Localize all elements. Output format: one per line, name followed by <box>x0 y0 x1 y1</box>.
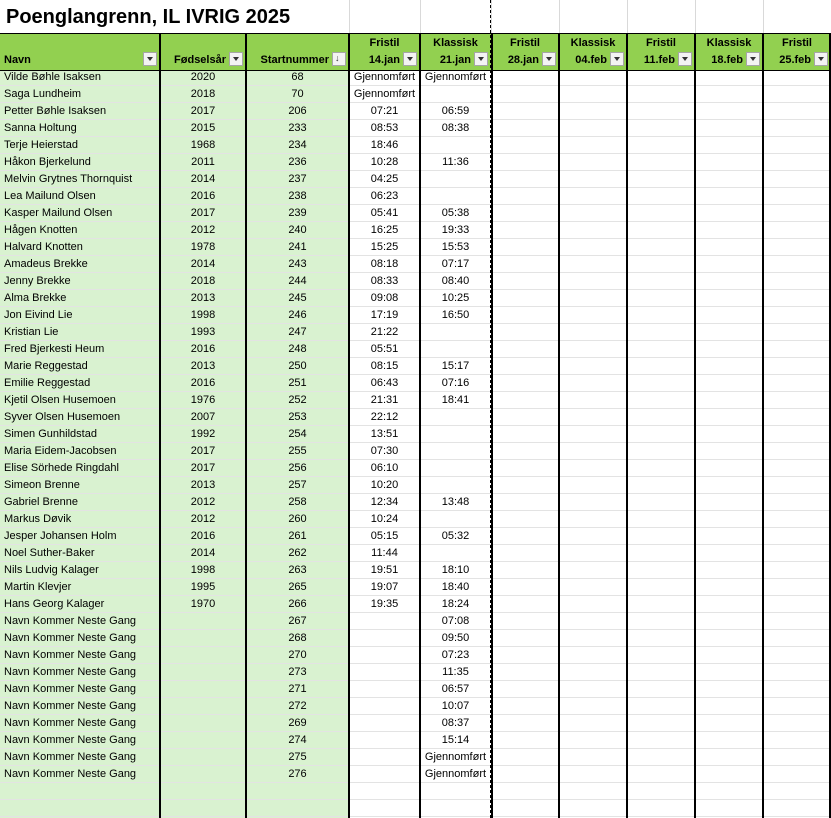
cell-start[interactable]: 271 <box>288 683 307 695</box>
cell-race-2[interactable]: 11:36 <box>442 156 469 168</box>
race-style: Klassisk <box>570 37 616 49</box>
grid-line <box>491 0 492 33</box>
cell-race-1[interactable]: 16:25 <box>370 224 399 236</box>
cell-year[interactable]: 2014 <box>190 173 216 185</box>
column-border <box>348 33 350 818</box>
header-startnummer-label: Startnummer <box>260 54 329 66</box>
cell-name[interactable]: Navn Kommer Neste Gang <box>4 666 137 678</box>
cell-year[interactable]: 2013 <box>190 479 216 491</box>
cell-race-2[interactable]: 06:59 <box>441 105 470 117</box>
cell-race-2[interactable]: 05:32 <box>441 530 470 542</box>
cell-name[interactable]: Nils Ludvig Kalager <box>4 564 99 576</box>
cell-start[interactable]: 272 <box>288 700 307 712</box>
filter-dropdown-icon[interactable] <box>610 52 624 66</box>
header-race-3[interactable] <box>491 34 559 70</box>
table-row[interactable] <box>0 477 831 494</box>
cell-start[interactable]: 254 <box>288 428 307 440</box>
table-row[interactable] <box>0 783 831 800</box>
cell-race-1[interactable]: 08:53 <box>370 122 399 134</box>
cell-race-1[interactable]: 13:51 <box>370 428 399 440</box>
table-row[interactable] <box>0 307 831 324</box>
cell-race-1[interactable]: 19:07 <box>370 581 399 593</box>
cell-start[interactable]: 257 <box>288 479 307 491</box>
column-border <box>245 33 247 818</box>
table-row[interactable] <box>0 460 831 477</box>
cell-race-1[interactable]: 06:43 <box>370 377 399 389</box>
cell-year[interactable]: 1995 <box>190 581 216 593</box>
race-date: 28.jan <box>507 54 539 66</box>
table-row[interactable] <box>0 69 831 86</box>
cell-name[interactable]: Sanna Holtung <box>4 122 77 134</box>
race-date: 25.feb <box>779 54 811 66</box>
cell-race-2[interactable]: Gjennomført <box>424 71 487 83</box>
table-row[interactable] <box>0 596 831 613</box>
cell-name[interactable]: Navn Kommer Neste Gang <box>4 751 137 763</box>
cell-race-1[interactable]: Gjennomført <box>353 88 416 100</box>
column-border <box>159 33 161 818</box>
column-border <box>419 33 421 818</box>
cell-race-2[interactable]: 10:07 <box>441 700 470 712</box>
grid-line <box>695 0 696 33</box>
cell-year[interactable]: 1978 <box>190 241 216 253</box>
cell-race-1[interactable]: 08:18 <box>370 258 399 270</box>
column-border <box>558 33 560 818</box>
cell-year[interactable]: 2017 <box>190 207 216 219</box>
cell-race-2[interactable]: 07:17 <box>441 258 470 270</box>
filter-dropdown-icon[interactable] <box>542 52 556 66</box>
cell-name[interactable]: Navn Kommer Neste Gang <box>4 734 137 746</box>
column-border <box>762 33 764 818</box>
table-row[interactable] <box>0 409 831 426</box>
cell-year[interactable]: 2016 <box>190 377 216 389</box>
table-row[interactable] <box>0 358 831 375</box>
cell-start[interactable]: 68 <box>291 71 304 83</box>
cell-name[interactable]: Navn Kommer Neste Gang <box>4 700 137 712</box>
table-row[interactable] <box>0 290 831 307</box>
table-row[interactable] <box>0 222 831 239</box>
table-row[interactable] <box>0 562 831 579</box>
header-fodselsar-label: Fødselsår <box>174 54 226 66</box>
cell-year[interactable]: 2015 <box>190 122 216 134</box>
cell-year[interactable]: 2007 <box>190 411 216 423</box>
cell-start[interactable]: 275 <box>288 751 307 763</box>
cell-race-1[interactable]: 19:51 <box>370 564 399 576</box>
cell-race-1[interactable]: 15:25 <box>370 241 399 253</box>
table-row[interactable] <box>0 630 831 647</box>
cell-name[interactable]: Navn Kommer Neste Gang <box>4 649 137 661</box>
cell-name[interactable]: Navn Kommer Neste Gang <box>4 768 137 780</box>
cell-start[interactable]: 255 <box>288 445 307 457</box>
table-row[interactable] <box>0 766 831 783</box>
cell-race-2[interactable]: Gjennomført <box>424 751 487 763</box>
cell-race-2[interactable]: 06:57 <box>441 683 470 695</box>
race-style: Fristil <box>782 37 812 49</box>
cell-year[interactable]: 2018 <box>190 88 216 100</box>
cell-race-1[interactable]: 10:20 <box>370 479 399 491</box>
cell-name[interactable]: Fred Bjerkesti Heum <box>4 343 105 355</box>
cell-race-1[interactable]: 07:21 <box>370 105 399 117</box>
cell-start[interactable]: 250 <box>288 360 307 372</box>
cell-race-1[interactable]: 08:15 <box>370 360 399 372</box>
cell-race-1[interactable]: Gjennomført <box>353 71 416 83</box>
cell-race-2[interactable]: 18:10 <box>441 564 470 576</box>
cell-start[interactable]: 246 <box>288 309 307 321</box>
header-race-1[interactable] <box>349 34 420 70</box>
cell-year[interactable]: 2017 <box>190 105 216 117</box>
cell-name[interactable]: Navn Kommer Neste Gang <box>4 683 137 695</box>
title-row <box>0 0 831 34</box>
grid-line <box>559 0 560 33</box>
cell-year[interactable]: 1993 <box>190 326 216 338</box>
cell-race-2[interactable]: 09:50 <box>441 632 470 644</box>
cell-name[interactable]: Simen Gunhildstad <box>4 428 97 440</box>
cell-race-1[interactable]: 07:30 <box>370 445 399 457</box>
header-race-6[interactable] <box>695 34 763 70</box>
filter-dropdown-icon[interactable] <box>814 52 828 66</box>
cell-name[interactable]: Kristian Lie <box>4 326 59 338</box>
cell-year[interactable]: 1998 <box>190 309 216 321</box>
header-race-2[interactable] <box>420 34 491 70</box>
cell-start[interactable]: 70 <box>291 88 304 100</box>
cell-year[interactable]: 2014 <box>190 547 216 559</box>
cell-name[interactable]: Emilie Reggestad <box>4 377 91 389</box>
cell-year[interactable]: 2014 <box>190 258 216 270</box>
table-row[interactable] <box>0 120 831 137</box>
cell-race-2[interactable]: 15:17 <box>441 360 470 372</box>
table-row[interactable] <box>0 375 831 392</box>
cell-name[interactable]: Jesper Johansen Holm <box>4 530 117 542</box>
cell-year[interactable]: 2016 <box>190 190 216 202</box>
filter-dropdown-icon[interactable] <box>229 52 243 66</box>
cell-race-1[interactable]: 12:34 <box>370 496 399 508</box>
cell-name[interactable]: Gabriel Brenne <box>4 496 78 508</box>
cell-start[interactable]: 251 <box>288 377 307 389</box>
cell-start[interactable]: 266 <box>288 598 307 610</box>
table-row[interactable] <box>0 579 831 596</box>
table-row[interactable] <box>0 800 831 817</box>
race-style: Klassisk <box>706 37 752 49</box>
race-date: 14.jan <box>368 54 400 66</box>
cell-start[interactable]: 276 <box>288 768 307 780</box>
cell-name[interactable]: Petter Bøhle Isaksen <box>4 105 107 117</box>
table-row[interactable] <box>0 698 831 715</box>
cell-name[interactable]: Noel Suther-Baker <box>4 547 95 559</box>
header-navn[interactable] <box>0 34 160 70</box>
cell-race-2[interactable]: 13:48 <box>441 496 470 508</box>
cell-name[interactable]: Syver Olsen Husemoen <box>4 411 121 423</box>
cell-race-2[interactable]: 18:40 <box>441 581 470 593</box>
cell-name[interactable]: Maria Eidem-Jacobsen <box>4 445 117 457</box>
cell-year[interactable]: 2017 <box>190 445 216 457</box>
cell-start[interactable]: 234 <box>288 139 307 151</box>
cell-year[interactable]: 2012 <box>190 496 216 508</box>
table-row[interactable] <box>0 749 831 766</box>
cell-year[interactable]: 1976 <box>190 394 216 406</box>
cell-race-2[interactable]: 15:14 <box>441 734 470 746</box>
header-fodselsar[interactable] <box>160 34 246 70</box>
cell-race-1[interactable]: 11:44 <box>371 547 398 559</box>
cell-start[interactable]: 239 <box>288 207 307 219</box>
cell-name[interactable]: Marie Reggestad <box>4 360 88 372</box>
cell-race-1[interactable]: 19:35 <box>370 598 399 610</box>
grid-line <box>627 0 628 33</box>
cell-year[interactable]: 2011 <box>191 156 215 168</box>
cell-year[interactable]: 1970 <box>190 598 216 610</box>
cell-race-1[interactable]: 08:33 <box>370 275 399 287</box>
cell-start[interactable]: 244 <box>288 275 307 287</box>
table-row[interactable] <box>0 205 831 222</box>
table-row[interactable] <box>0 426 831 443</box>
filter-dropdown-icon[interactable] <box>746 52 760 66</box>
cell-race-1[interactable]: 06:23 <box>370 190 399 202</box>
table-row[interactable] <box>0 392 831 409</box>
cell-race-1[interactable]: 21:22 <box>370 326 399 338</box>
cell-race-2[interactable]: 16:50 <box>441 309 470 321</box>
cell-year[interactable]: 2013 <box>190 292 216 304</box>
cell-race-2[interactable]: 08:40 <box>441 275 470 287</box>
cell-name[interactable]: Lea Mailund Olsen <box>4 190 96 202</box>
cell-start[interactable]: 238 <box>288 190 307 202</box>
cell-name[interactable]: Jon Eivind Lie <box>4 309 73 321</box>
cell-start[interactable]: 241 <box>288 241 307 253</box>
cell-start[interactable]: 243 <box>288 258 307 270</box>
cell-race-2[interactable]: 08:37 <box>441 717 470 729</box>
cell-year[interactable]: 2016 <box>190 343 216 355</box>
table-row[interactable] <box>0 715 831 732</box>
header-navn-label: Navn <box>4 54 31 66</box>
cell-race-2[interactable]: 18:41 <box>441 394 470 406</box>
table-row[interactable] <box>0 273 831 290</box>
cell-race-1[interactable]: 06:10 <box>370 462 399 474</box>
cell-name[interactable]: Håkon Bjerkelund <box>4 156 91 168</box>
cell-race-1[interactable]: 21:31 <box>370 394 399 406</box>
table-row[interactable] <box>0 341 831 358</box>
cell-name[interactable]: Jenny Brekke <box>4 275 71 287</box>
race-date: 04.feb <box>575 54 607 66</box>
cell-start[interactable]: 256 <box>288 462 307 474</box>
cell-name[interactable]: Navn Kommer Neste Gang <box>4 615 137 627</box>
race-date: 11.feb <box>643 54 675 66</box>
column-border <box>694 33 696 818</box>
cell-race-1[interactable]: 09:08 <box>370 292 399 304</box>
cell-start[interactable]: 270 <box>288 649 307 661</box>
cell-race-2[interactable]: 11:35 <box>442 666 469 678</box>
race-style: Fristil <box>646 37 676 49</box>
cell-start[interactable]: 237 <box>288 173 307 185</box>
table-row[interactable] <box>0 511 831 528</box>
cell-start[interactable]: 233 <box>288 122 307 134</box>
cell-name[interactable]: Halvard Knotten <box>4 241 83 253</box>
cell-race-2[interactable]: 10:25 <box>441 292 470 304</box>
cell-race-1[interactable]: 04:25 <box>370 173 399 185</box>
column-border <box>491 33 493 818</box>
cell-start[interactable]: 247 <box>288 326 307 338</box>
table-row[interactable] <box>0 647 831 664</box>
header-race-4[interactable] <box>559 34 627 70</box>
grid-line <box>349 0 350 33</box>
cell-race-2[interactable]: 07:23 <box>441 649 470 661</box>
table-row[interactable] <box>0 681 831 698</box>
table-row[interactable] <box>0 528 831 545</box>
cell-race-2[interactable]: 15:53 <box>441 241 470 253</box>
cell-start[interactable]: 258 <box>288 496 307 508</box>
row-gridline <box>0 816 831 817</box>
header-startnummer[interactable] <box>246 34 349 70</box>
cell-start[interactable]: 274 <box>288 734 307 746</box>
cell-name[interactable]: Melvin Grytnes Thornquist <box>4 173 133 185</box>
table-row[interactable] <box>0 86 831 103</box>
cell-name[interactable]: Elise Sörhede Ringdahl <box>4 462 119 474</box>
cell-name[interactable]: Hågen Knotten <box>4 224 78 236</box>
cell-name[interactable]: Saga Lundheim <box>4 88 82 100</box>
cell-start[interactable]: 252 <box>288 394 307 406</box>
race-style: Fristil <box>510 37 540 49</box>
cell-name[interactable]: Vilde Bøhle Isaksen <box>4 71 102 83</box>
cell-year[interactable]: 1968 <box>190 139 216 151</box>
cell-race-2[interactable]: 18:24 <box>441 598 470 610</box>
cell-name[interactable]: Navn Kommer Neste Gang <box>4 717 137 729</box>
table-row[interactable] <box>0 239 831 256</box>
cell-year[interactable]: 2013 <box>190 360 216 372</box>
race-style: Klassisk <box>433 37 478 49</box>
cell-race-1[interactable]: 05:41 <box>370 207 399 219</box>
table-row[interactable] <box>0 545 831 562</box>
sheet-title[interactable]: Poenglangrenn, IL IVRIG 2025 <box>6 6 291 28</box>
table-row[interactable] <box>0 256 831 273</box>
cell-name[interactable]: Kjetil Olsen Husemoen <box>4 394 116 406</box>
cell-race-2[interactable]: 05:38 <box>441 207 470 219</box>
filter-dropdown-icon[interactable] <box>474 52 488 66</box>
cell-year[interactable]: 2016 <box>190 530 216 542</box>
grid-line <box>420 0 421 33</box>
filter-dropdown-icon[interactable] <box>403 52 417 66</box>
race-style: Fristil <box>369 37 400 49</box>
table-row[interactable] <box>0 324 831 341</box>
cell-start[interactable]: 265 <box>288 581 307 593</box>
cell-name[interactable]: Markus Døvik <box>4 513 72 525</box>
cell-race-2[interactable]: 08:38 <box>441 122 470 134</box>
cell-race-2[interactable]: 07:08 <box>441 615 470 627</box>
cell-start[interactable]: 262 <box>288 547 307 559</box>
cell-race-2[interactable]: Gjennomført <box>424 768 487 780</box>
cell-start[interactable]: 268 <box>288 632 307 644</box>
table-row[interactable] <box>0 732 831 749</box>
cell-year[interactable]: 1992 <box>190 428 216 440</box>
cell-name[interactable]: Alma Brekke <box>4 292 67 304</box>
column-border <box>626 33 628 818</box>
table-row[interactable] <box>0 613 831 630</box>
filter-dropdown-icon[interactable] <box>678 52 692 66</box>
table-row[interactable] <box>0 494 831 511</box>
cell-start[interactable]: 245 <box>288 292 307 304</box>
cell-start[interactable]: 206 <box>288 105 307 117</box>
header-race-7[interactable] <box>763 34 831 70</box>
grid-line <box>763 0 764 33</box>
cell-name[interactable]: Amadeus Brekke <box>4 258 88 270</box>
table-row[interactable] <box>0 137 831 154</box>
cell-year[interactable]: 1998 <box>190 564 216 576</box>
cell-start[interactable]: 236 <box>288 156 307 168</box>
race-date: 21.jan <box>439 54 471 66</box>
header-race-5[interactable] <box>627 34 695 70</box>
cell-start[interactable]: 260 <box>288 513 307 525</box>
cell-start[interactable]: 273 <box>288 666 307 678</box>
race-date: 18.feb <box>711 54 743 66</box>
cell-name[interactable]: Terje Heierstad <box>4 139 78 151</box>
cell-start[interactable]: 267 <box>288 615 307 627</box>
cell-start[interactable]: 248 <box>288 343 307 355</box>
cell-start[interactable]: 261 <box>288 530 307 542</box>
cell-year[interactable]: 2017 <box>190 462 216 474</box>
table-row[interactable] <box>0 103 831 120</box>
header-row <box>0 33 831 71</box>
cell-name[interactable]: Hans Georg Kalager <box>4 598 105 610</box>
table-row[interactable] <box>0 154 831 171</box>
cell-race-1[interactable]: 17:19 <box>370 309 399 321</box>
cell-race-1[interactable]: 10:24 <box>370 513 399 525</box>
filter-dropdown-icon[interactable] <box>143 52 157 66</box>
cell-name[interactable]: Martin Klevjer <box>4 581 72 593</box>
cell-race-1[interactable]: 18:46 <box>370 139 399 151</box>
cell-race-1[interactable]: 22:12 <box>370 411 399 423</box>
cell-year[interactable]: 2018 <box>190 275 216 287</box>
cell-year[interactable]: 2020 <box>190 71 216 83</box>
sort-ascending-icon[interactable] <box>332 52 346 66</box>
cell-name[interactable]: Kasper Mailund Olsen <box>4 207 113 219</box>
cell-year[interactable]: 2012 <box>190 513 216 525</box>
cell-name[interactable]: Navn Kommer Neste Gang <box>4 632 137 644</box>
cell-race-1[interactable]: 10:28 <box>370 156 399 168</box>
cell-race-2[interactable]: 19:33 <box>441 224 470 236</box>
cell-start[interactable]: 263 <box>288 564 307 576</box>
table-row[interactable] <box>0 443 831 460</box>
cell-race-2[interactable]: 07:16 <box>441 377 470 389</box>
cell-year[interactable]: 2012 <box>190 224 216 236</box>
table-row[interactable] <box>0 171 831 188</box>
cell-start[interactable]: 253 <box>288 411 307 423</box>
cell-race-1[interactable]: 05:51 <box>370 343 399 355</box>
cell-start[interactable]: 240 <box>288 224 307 236</box>
table-row[interactable] <box>0 188 831 205</box>
table-row[interactable] <box>0 664 831 681</box>
cell-start[interactable]: 269 <box>288 717 307 729</box>
cell-race-1[interactable]: 05:15 <box>370 530 399 542</box>
cell-name[interactable]: Simeon Brenne <box>4 479 80 491</box>
